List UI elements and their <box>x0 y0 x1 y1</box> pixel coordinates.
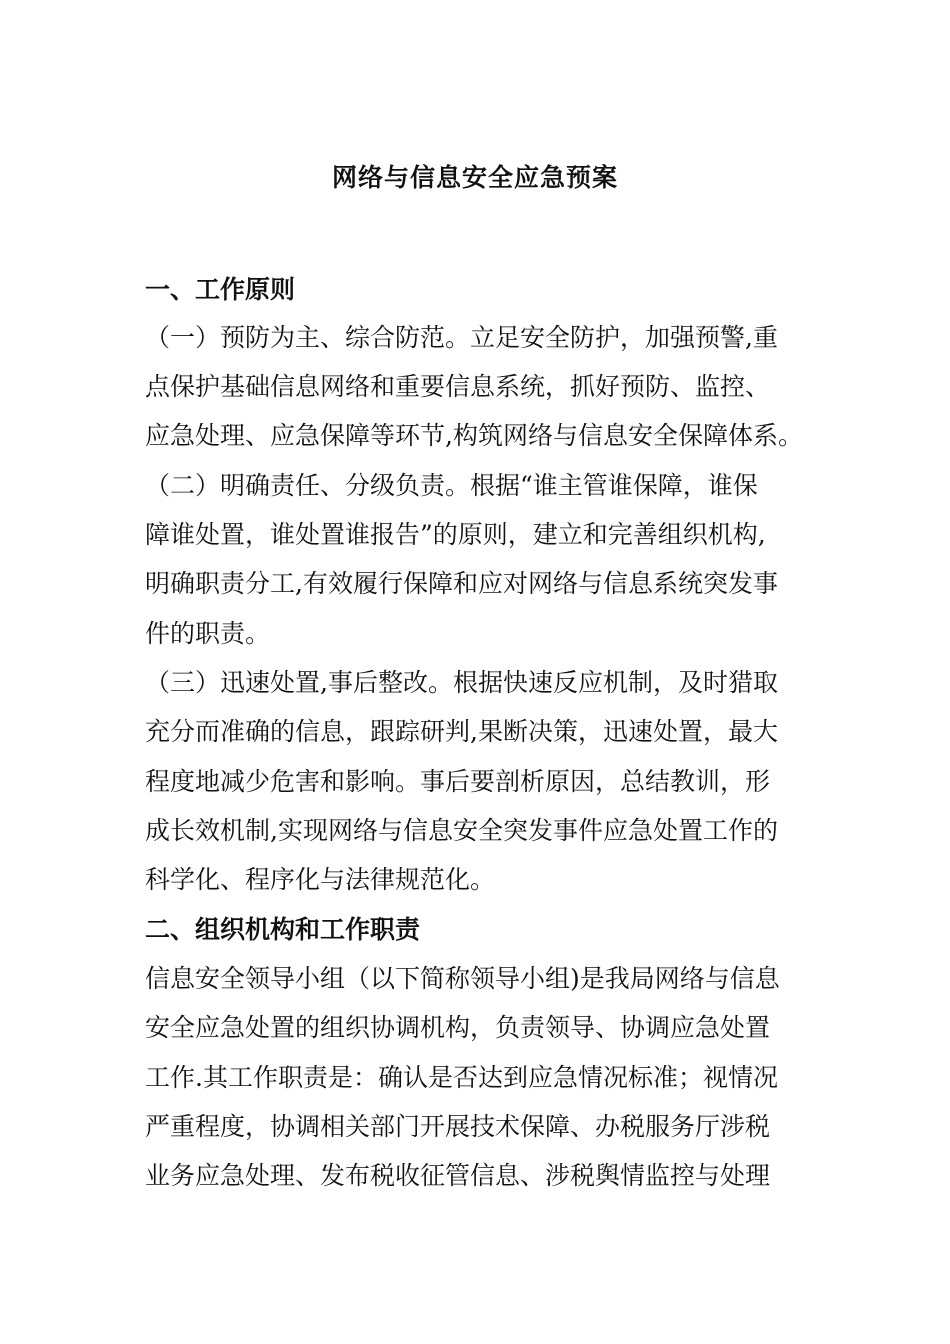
paragraph-line: （一）预防为主、综合防范。立足安全防护，加强预警,重 <box>145 323 778 352</box>
paragraph-line: 点保护基础信息网络和重要信息系统，抓好预防、监控、 <box>145 372 771 401</box>
paragraph-line: 成长效机制,实现网络与信息安全突发事件应急处置工作的 <box>145 816 778 845</box>
paragraph-line: （二）明确责任、分级负责。根据“谁主管谁保障，谁保 <box>145 471 758 500</box>
paragraph-line: 严重程度，协调相关部门开展技术保障、办税服务厅涉税 <box>145 1112 771 1141</box>
paragraph-line: 件的职责。 <box>145 619 271 648</box>
paragraph-line: 应急处理、应急保障等环节,构筑网络与信息安全保障体系。 <box>145 421 803 450</box>
paragraph-line: 安全应急处置的组织协调机构，负责领导、协调应急处置 <box>145 1013 771 1042</box>
paragraph-line: （三）迅速处置,事后整改。根据快速反应机制，及时猎取 <box>145 668 778 697</box>
paragraph-line: 明确职责分工,有效履行保障和应对网络与信息系统突发事 <box>145 569 778 598</box>
section-heading-1: 一、工作原则 <box>145 275 296 304</box>
paragraph-line: 业务应急处理、发布税收征管信息、涉税舆情监控与处理 <box>145 1161 771 1190</box>
section-heading-2: 二、组织机构和工作职责 <box>145 915 421 944</box>
paragraph-line: 工作.其工作职责是：确认是否达到应急情况标准；视情况 <box>145 1063 778 1092</box>
paragraph-line: 程度地减少危害和影响。事后要剖析原因，总结教训，形 <box>145 767 771 796</box>
paragraph-line: 障谁处置，谁处置谁报告”的原则，建立和完善组织机构, <box>145 520 766 549</box>
document-title: 网络与信息安全应急预案 <box>331 163 618 192</box>
paragraph-line: 信息安全领导小组（以下简称领导小组)是我局网络与信息 <box>145 964 780 993</box>
paragraph-line: 充分而准确的信息，跟踪研判,果断决策，迅速处置，最大 <box>145 717 778 746</box>
paragraph-line: 科学化、程序化与法律规范化。 <box>145 865 496 894</box>
